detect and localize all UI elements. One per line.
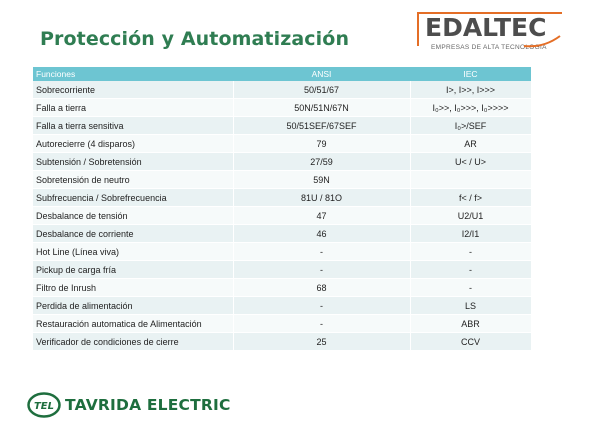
cell-function: Pickup de carga fría <box>33 261 233 279</box>
header-ansi: ANSI <box>233 67 410 81</box>
cell-ansi: 68 <box>233 279 410 297</box>
cell-ansi: 50/51SEF/67SEF <box>233 117 410 135</box>
header-funciones: Funciones <box>33 67 233 81</box>
edaltec-logo <box>417 8 567 56</box>
table-row <box>33 333 531 351</box>
table-row <box>33 207 531 225</box>
cell-ansi: 50/51/67 <box>233 81 410 99</box>
cell-iec <box>410 171 531 189</box>
edaltec-logo-word: EDALTEC <box>425 13 547 42</box>
table-row <box>33 189 531 207</box>
table-row <box>33 225 531 243</box>
cell-function: Falla a tierra <box>33 99 233 117</box>
edaltec-logo-tagline: EMPRESAS DE ALTA TECNOLOGIA <box>431 44 547 51</box>
cell-ansi: 79 <box>233 135 410 153</box>
cell-ansi: 50N/51N/67N <box>233 99 410 117</box>
tavrida-logo <box>27 392 247 420</box>
table-row <box>33 315 531 333</box>
cell-ansi: 81U / 81O <box>233 189 410 207</box>
table-row <box>33 153 531 171</box>
tel-emblem-text: TEL <box>33 401 55 412</box>
table-row <box>33 243 531 261</box>
cell-ansi: - <box>233 315 410 333</box>
page-title: Protección y Automatización <box>40 28 350 50</box>
table-row <box>33 135 531 153</box>
cell-iec: AR <box>410 135 531 153</box>
table-row <box>33 279 531 297</box>
table-row <box>33 171 531 189</box>
cell-iec: I₀>/SEF <box>410 117 531 135</box>
cell-iec: - <box>410 261 531 279</box>
cell-ansi: - <box>233 243 410 261</box>
cell-iec: U< / U> <box>410 153 531 171</box>
cell-iec: - <box>410 243 531 261</box>
cell-function: Verificador de condiciones de cierre <box>33 333 233 351</box>
cell-function: Subtensión / Sobretensión <box>33 153 233 171</box>
cell-ansi: - <box>233 261 410 279</box>
cell-iec: - <box>410 279 531 297</box>
cell-function: Subfrecuencia / Sobrefrecuencia <box>33 189 233 207</box>
table-row <box>33 99 531 117</box>
table-header-row <box>33 67 531 81</box>
cell-ansi: 27/59 <box>233 153 410 171</box>
cell-ansi: - <box>233 297 410 315</box>
cell-iec: I₀>>, I₀>>>, I₀>>>> <box>410 99 531 117</box>
cell-iec: I>, I>>, I>>> <box>410 81 531 99</box>
cell-function: Perdida de alimentación <box>33 297 233 315</box>
table-row <box>33 297 531 315</box>
table-row <box>33 261 531 279</box>
functions-table <box>33 67 532 351</box>
cell-function: Hot Line (Línea viva) <box>33 243 233 261</box>
cell-ansi: 59N <box>233 171 410 189</box>
cell-function: Autorecierre (4 disparos) <box>33 135 233 153</box>
cell-iec: CCV <box>410 333 531 351</box>
cell-function: Desbalance de tensión <box>33 207 233 225</box>
cell-ansi: 25 <box>233 333 410 351</box>
cell-function: Filtro de Inrush <box>33 279 233 297</box>
cell-iec: U2/U1 <box>410 207 531 225</box>
table-row <box>33 117 531 135</box>
cell-iec: I2/I1 <box>410 225 531 243</box>
tavrida-logo-text: TAVRIDA ELECTRIC <box>65 396 231 414</box>
cell-ansi: 47 <box>233 207 410 225</box>
cell-iec: f< / f> <box>410 189 531 207</box>
cell-function: Falla a tierra sensitiva <box>33 117 233 135</box>
tel-emblem-icon <box>27 392 61 418</box>
cell-ansi: 46 <box>233 225 410 243</box>
cell-function: Desbalance de corriente <box>33 225 233 243</box>
cell-iec: LS <box>410 297 531 315</box>
header-iec: IEC <box>410 67 531 81</box>
cell-function: Sobretensión de neutro <box>33 171 233 189</box>
table-row <box>33 81 531 99</box>
cell-function: Restauración automatica de Alimentación <box>33 315 233 333</box>
cell-function: Sobrecorriente <box>33 81 233 99</box>
cell-iec: ABR <box>410 315 531 333</box>
